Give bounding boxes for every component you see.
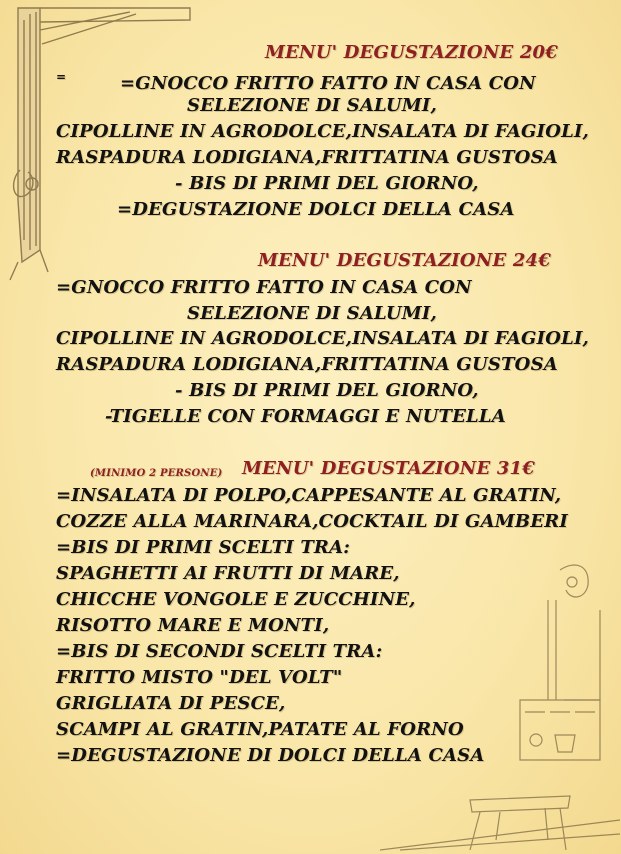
menu-20-line-6: =DEGUSTAZIONE DOLCI DELLA CASA — [117, 199, 515, 220]
menu-20-line-4: RASPADURA LODIGIANA,FRITTATINA GUSTOSA — [56, 147, 558, 168]
menu-31-line-11: =DEGUSTAZIONE DI DOLCI DELLA CASA — [56, 745, 485, 766]
menu-title-20: MENU' DEGUSTAZIONE 20€ — [265, 42, 558, 63]
menu-31-line-8: FRITTO MISTO "DEL VOLT" — [56, 667, 343, 688]
menu-24-line-3: CIPOLLINE IN AGRODOLCE,INSALATA DI FAGIOLI, — [56, 328, 590, 349]
kitchen-sketch-illustration — [380, 565, 620, 850]
menu-31-line-10: SCAMPI AL GRATIN,PATATE AL FORNO — [56, 719, 464, 740]
menu-31-line-9: GRIGLIATA DI PESCE, — [56, 693, 286, 714]
menu-31-minimum-note: (MINIMO 2 PERSONE) — [90, 468, 223, 479]
menu-20-stray-mark: = — [56, 70, 67, 84]
menu-24-line-2: SELEZIONE DI SALUMI, — [187, 303, 438, 324]
menu-24-line-6: -TIGELLE CON FORMAGGI E NUTELLA — [105, 406, 506, 427]
menu-title-31: MENU' DEGUSTAZIONE 31€ — [242, 458, 535, 479]
menu-31-line-4: SPAGHETTI AI FRUTTI DI MARE, — [56, 563, 400, 584]
menu-20-line-5: - BIS DI PRIMI DEL GIORNO, — [175, 173, 479, 194]
menu-31-line-6: RISOTTO MARE E MONTI, — [56, 615, 330, 636]
menu-31-line-7: =BIS DI SECONDI SCELTI TRA: — [56, 641, 383, 662]
menu-title-24: MENU' DEGUSTAZIONE 24€ — [258, 250, 551, 271]
menu-20-line-1: =GNOCCO FRITTO FATTO IN CASA CON — [120, 73, 536, 94]
menu-31-line-3: =BIS DI PRIMI SCELTI TRA: — [56, 537, 351, 558]
menu-24-line-4: RASPADURA LODIGIANA,FRITTATINA GUSTOSA — [56, 354, 558, 375]
menu-31-line-2: COZZE ALLA MARINARA,COCKTAIL DI GAMBERI — [56, 511, 569, 532]
wooden-post-illustration — [10, 8, 190, 280]
menu-20-line-3: CIPOLLINE IN AGRODOLCE,INSALATA DI FAGIOLI, — [56, 121, 590, 142]
menu-31-line-5: CHICCHE VONGOLE E ZUCCHINE, — [56, 589, 416, 610]
menu-31-line-1: =INSALATA DI POLPO,CAPPESANTE AL GRATIN, — [56, 485, 562, 506]
menu-24-line-1: =GNOCCO FRITTO FATTO IN CASA CON — [56, 277, 472, 298]
menu-24-line-5: - BIS DI PRIMI DEL GIORNO, — [175, 380, 479, 401]
menu-20-line-2: SELEZIONE DI SALUMI, — [187, 95, 438, 116]
